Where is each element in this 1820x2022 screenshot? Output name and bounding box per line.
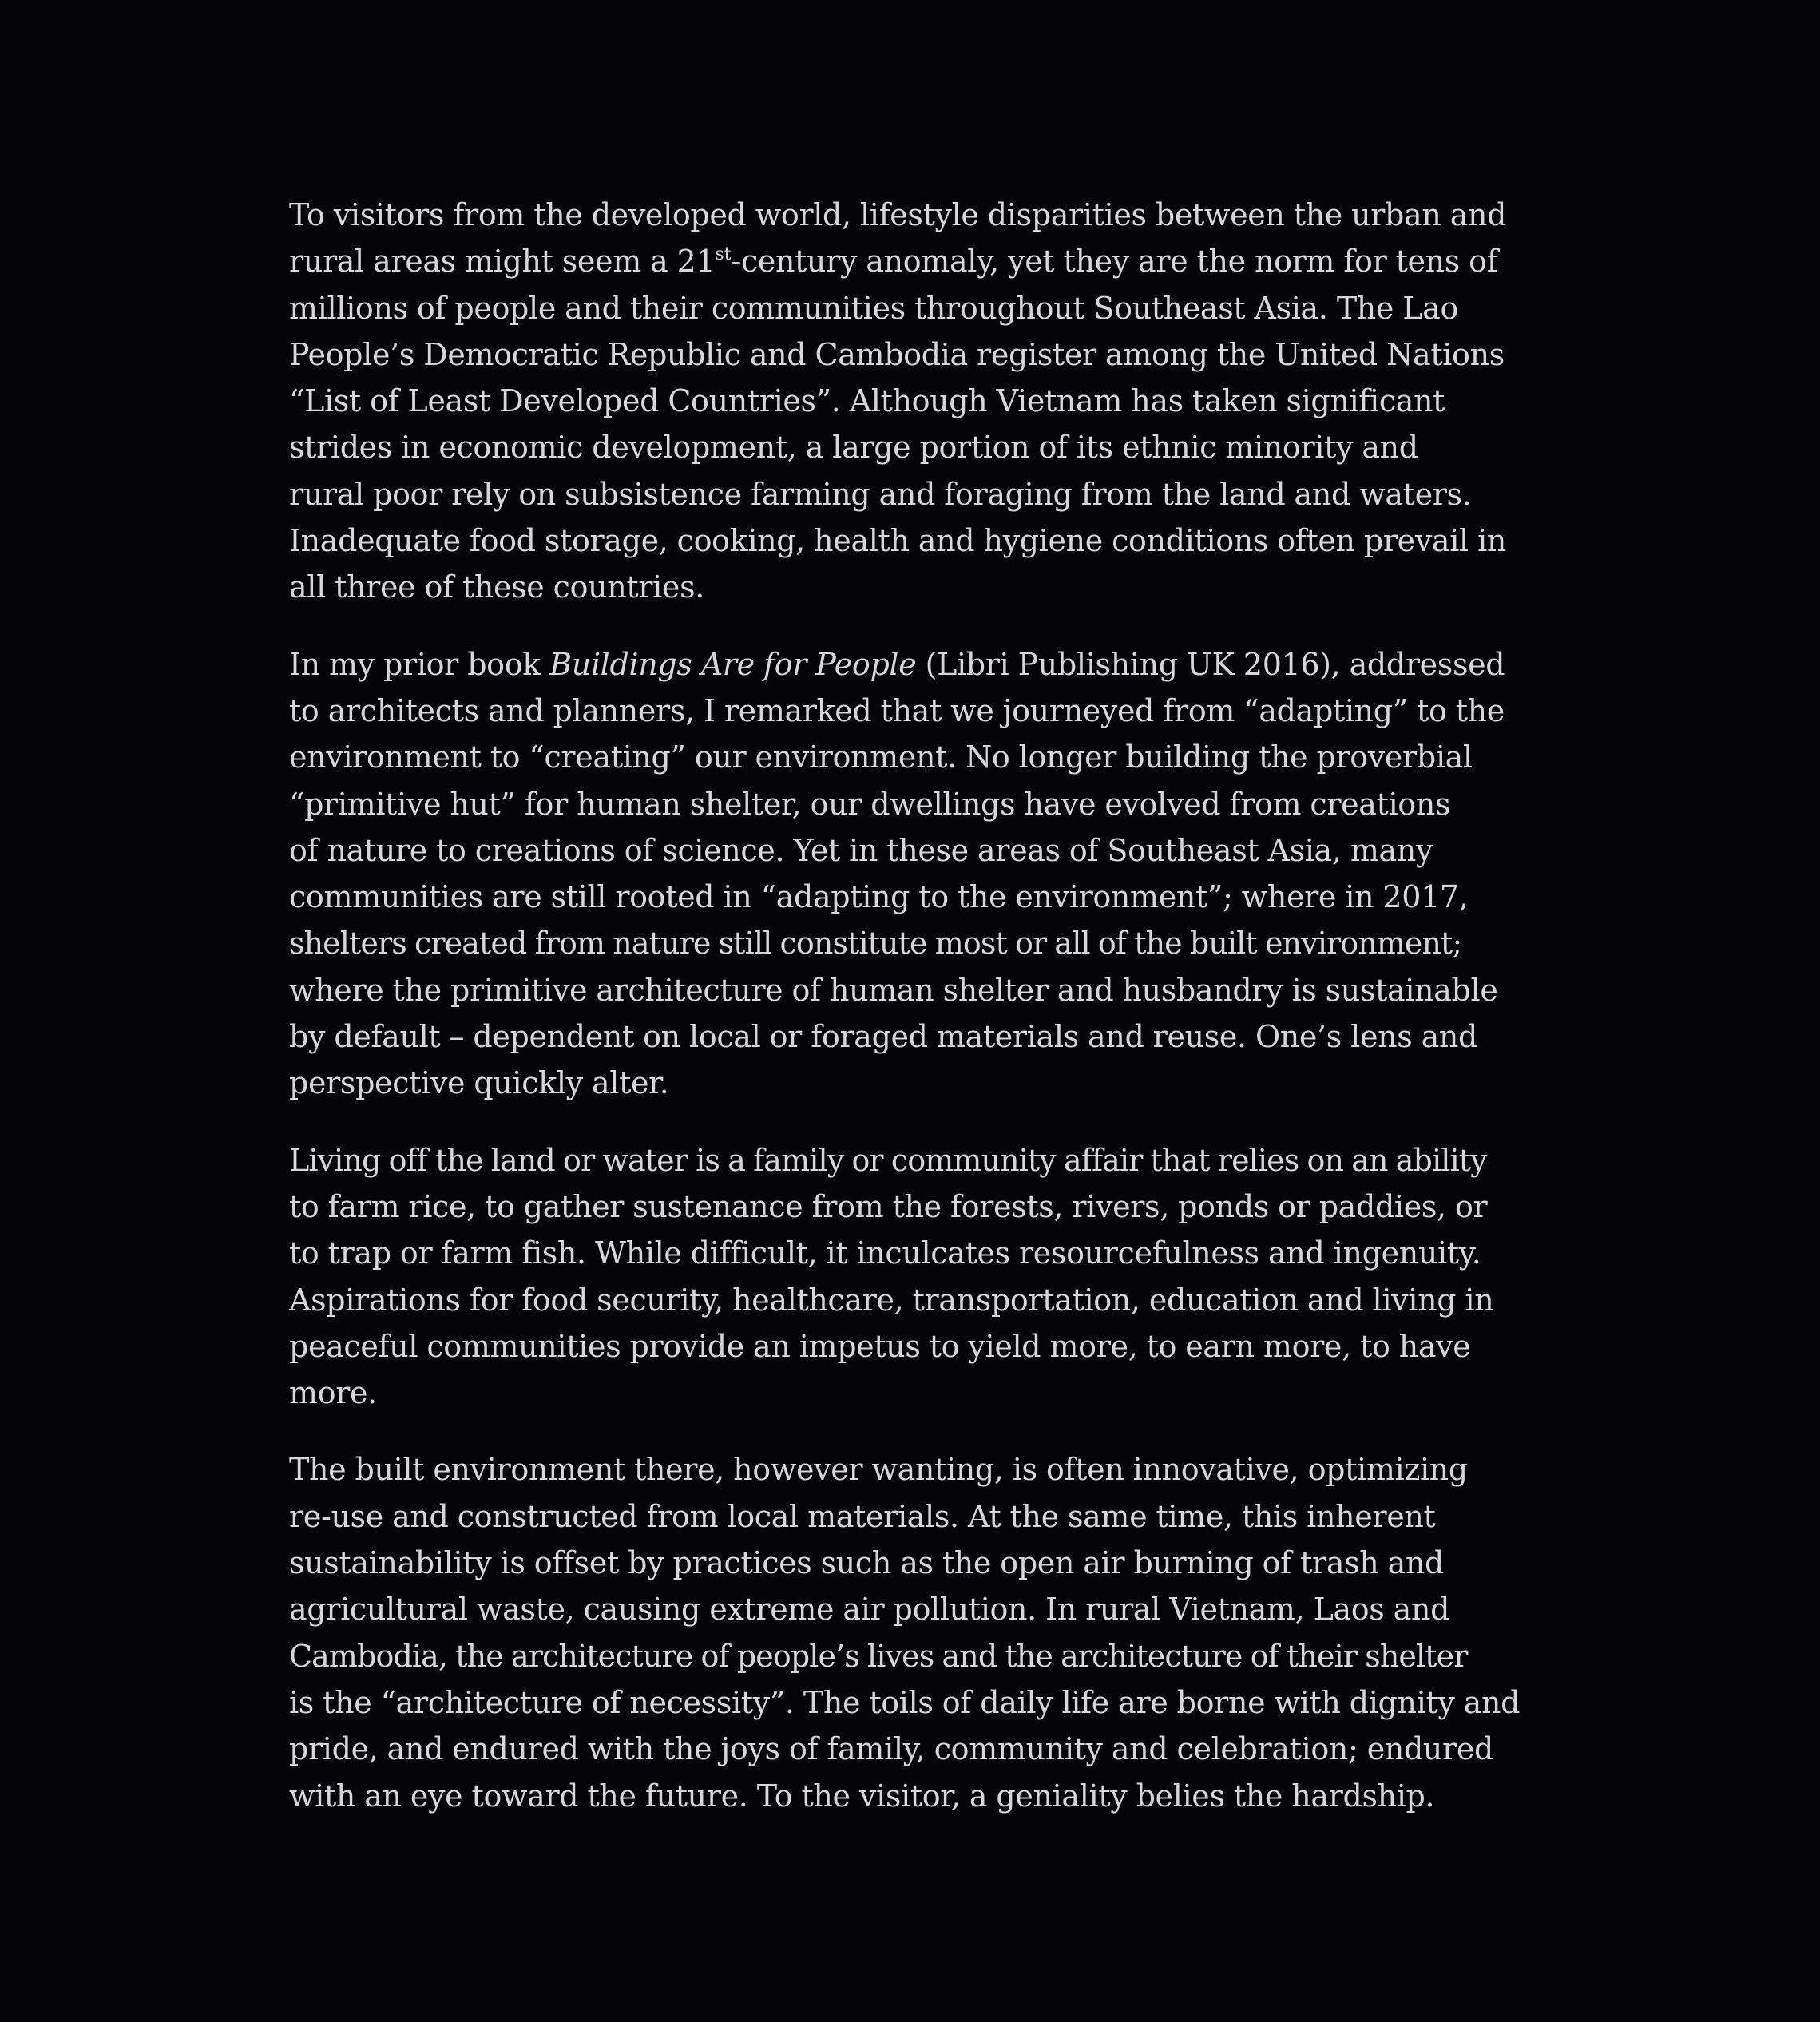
text-run: (Libri Publishing UK 2016), addressed xyxy=(916,646,1505,682)
text-line: millions of people and their communities throughout Southeast Asia. The Lao xyxy=(289,290,1459,326)
document-text xyxy=(289,192,1521,1850)
text-line: agricultural waste, causing extreme air pollution. In rural Vietnam, Laos and xyxy=(289,1592,1450,1628)
text-line: to trap or farm fish. While difficult, it inculcates resourcefulness and ingenuity. xyxy=(289,1235,1481,1271)
text-line: “primitive hut” for human shelter, our dwellings have evolved from creations xyxy=(289,786,1451,822)
text-line: shelters created from nature still constitute most or all of the built environment; xyxy=(289,926,1462,961)
text-line: of nature to creations of science. Yet in these areas of Southeast Asia, many xyxy=(289,832,1433,868)
text-run: rural areas might seem a 21 xyxy=(289,244,716,280)
text-line: People’s Democratic Republic and Cambodia register among the United Nations xyxy=(289,336,1505,372)
text-line xyxy=(289,238,1503,284)
text-line: to farm rice, to gather sustenance from the forests, rivers, ponds or paddies, or xyxy=(289,1188,1488,1224)
text-line: Aspirations for food security, healthcare, transportation, education and living in xyxy=(289,1282,1494,1318)
paragraph-3 xyxy=(289,1137,1503,1417)
superscript: st xyxy=(715,244,732,265)
paragraph-4 xyxy=(289,1446,1521,1818)
text-line: Inadequate food storage, cooking, health and hygiene conditions often prevail in xyxy=(289,523,1506,559)
text-line: all three of these countries. xyxy=(289,569,704,605)
text-line: with an eye toward the future. To the visitor, a geniality belies the hardship. xyxy=(289,1778,1435,1814)
text-line: to architects and planners, I remarked that we journeyed from “adapting” to the xyxy=(289,692,1505,728)
text-line: more. xyxy=(289,1375,377,1411)
text-line: peaceful communities provide an impetus to yield more, to earn more, to have xyxy=(289,1328,1471,1364)
text-line: is the “architecture of necessity”. The toils of daily life are borne with dignity and xyxy=(289,1684,1521,1720)
text-line: strides in economic development, a large portion of its ethnic minority and xyxy=(289,430,1418,466)
text-run: In my prior book xyxy=(289,646,550,682)
text-line: “List of Least Developed Countries”. Although Vietnam has taken significant xyxy=(289,383,1445,419)
text-line: Cambodia, the architecture of people’s lives and the architecture of their shelter xyxy=(289,1638,1468,1674)
text-line: rural poor rely on subsistence farming and foraging from the land and waters. xyxy=(289,476,1472,512)
text-line: by default – dependent on local or foraged materials and reuse. One’s lens and xyxy=(289,1019,1478,1055)
text-line xyxy=(289,641,1503,688)
text-line: perspective quickly alter. xyxy=(289,1065,669,1101)
book-title: Buildings Are for People xyxy=(549,646,917,682)
text-line: The built environment there, however wanting, is often innovative, optimizing xyxy=(289,1452,1468,1488)
text-line: communities are still rooted in “adapting to the environment”; where in 2017, xyxy=(289,879,1469,915)
text-line: To visitors from the developed world, lifestyle disparities between the urban and xyxy=(289,197,1507,232)
text-line: Living off the land or water is a family or community affair that relies on an ability xyxy=(289,1142,1487,1178)
text-line: environment to “creating” our environment. No longer building the proverbial xyxy=(289,739,1473,775)
text-line: re-use and constructed from local materials. At the same time, this inherent xyxy=(289,1498,1436,1534)
text-run: -century anomaly, yet they are the norm for tens of xyxy=(731,244,1498,280)
text-line: sustainability is offset by practices such as the open air burning of trash and xyxy=(289,1545,1445,1581)
text-line: where the primitive architecture of human shelter and husbandry is sustainable xyxy=(289,972,1498,1008)
text-line: pride, and endured with the joys of family, community and celebration; endured xyxy=(289,1731,1493,1767)
paragraph-2 xyxy=(289,641,1503,1107)
paragraph-1 xyxy=(289,192,1507,611)
